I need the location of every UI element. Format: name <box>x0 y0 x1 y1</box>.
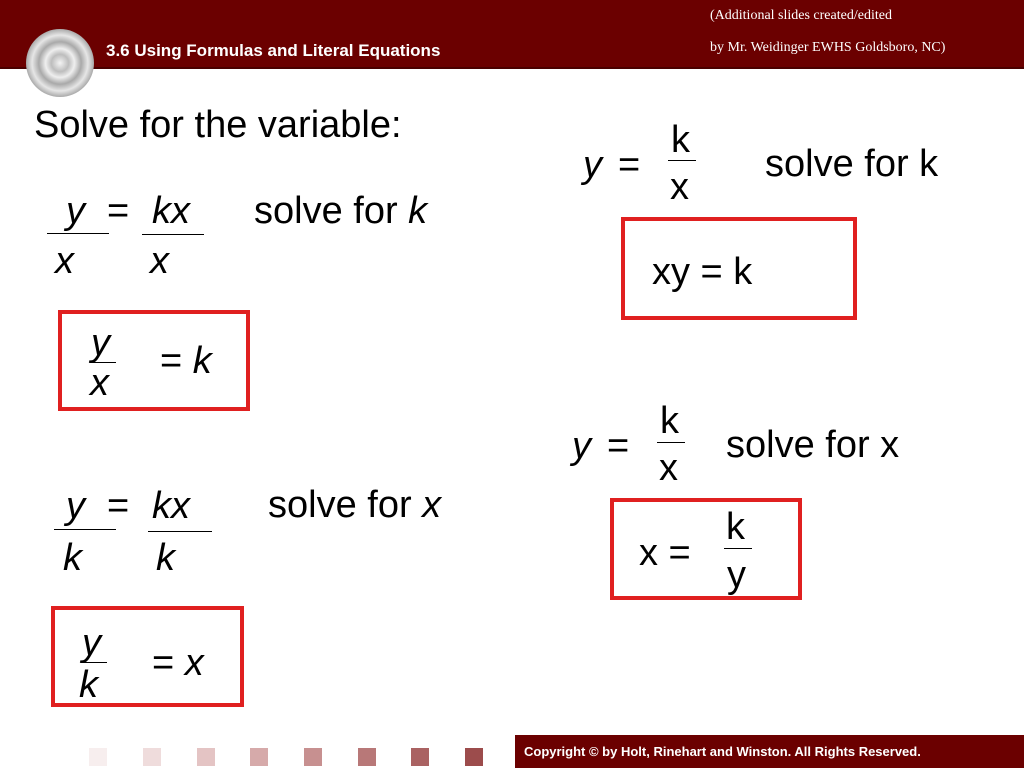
decor-square <box>358 748 376 766</box>
fraction-numerator: k <box>671 119 690 161</box>
eq-kx: kx <box>152 485 190 527</box>
answer-rest: = x <box>152 642 204 684</box>
instruction: solve for x <box>726 424 900 466</box>
answer-denominator: k <box>79 664 98 706</box>
eq-kx: kx <box>152 190 190 232</box>
fraction-denominator: x <box>659 447 678 489</box>
divisor-k: k <box>156 537 175 579</box>
fraction-bar <box>81 662 107 663</box>
answer-box <box>58 310 250 411</box>
answer-text: xy = k <box>652 251 753 293</box>
eq-equals: = <box>607 425 630 467</box>
instruction: solve for x <box>268 484 442 526</box>
decor-square <box>465 748 483 766</box>
eq-equals: = <box>107 485 130 527</box>
decor-square <box>411 748 429 766</box>
eq-y: y <box>572 425 591 467</box>
answer-box <box>610 498 802 600</box>
eq-y: y <box>66 485 85 527</box>
answer-denominator: y <box>727 554 746 596</box>
instruction: solve for k <box>765 143 939 185</box>
answer-box <box>51 606 244 707</box>
page-heading: Solve for the variable: <box>34 104 402 146</box>
decor-square <box>143 748 161 766</box>
credit-line-2: by Mr. Weidinger EWHS Goldsboro, NC) <box>710 40 946 55</box>
answer-numerator: k <box>726 506 745 548</box>
answer-lhs: x = <box>639 532 691 574</box>
fraction-bar <box>47 233 109 234</box>
credit-line-1: (Additional slides created/edited <box>710 8 892 23</box>
decor-square <box>89 748 107 766</box>
divisor-x: x <box>150 240 169 282</box>
fraction-bar <box>148 531 212 532</box>
disc-logo-icon <box>26 29 94 97</box>
fraction-bar <box>724 548 752 549</box>
decor-square <box>304 748 322 766</box>
lesson-title: 3.6 Using Formulas and Literal Equations <box>106 41 441 60</box>
fraction-denominator: x <box>670 166 689 208</box>
divisor-k: k <box>63 537 82 579</box>
header-divider <box>0 67 1024 69</box>
eq-y: y <box>66 190 85 232</box>
divisor-x: x <box>55 240 74 282</box>
decor-square <box>197 748 215 766</box>
eq-equals: = <box>107 190 130 232</box>
answer-denominator: x <box>90 362 109 404</box>
answer-box <box>621 217 857 320</box>
instruction: solve for k <box>254 190 428 232</box>
copyright-text: Copyright © by Holt, Rinehart and Winston. All Rights Reserved. <box>524 744 921 759</box>
eq-y: y <box>583 144 602 186</box>
fraction-bar <box>657 442 685 443</box>
fraction-bar <box>142 234 204 235</box>
answer-numerator: y <box>91 322 110 364</box>
fraction-bar <box>668 160 696 161</box>
eq-equals: = <box>618 144 641 186</box>
fraction-numerator: k <box>660 400 679 442</box>
answer-numerator: y <box>82 622 101 664</box>
answer-rest: = k <box>160 340 212 382</box>
fraction-bar <box>54 529 116 530</box>
decor-square <box>250 748 268 766</box>
